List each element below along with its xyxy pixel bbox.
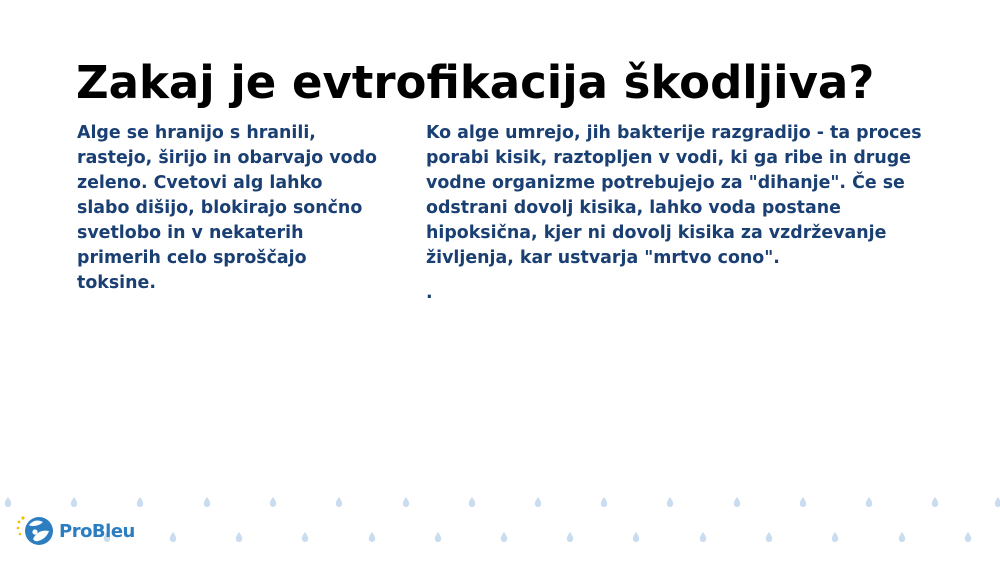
droplet-icon — [633, 532, 639, 542]
droplet-icon — [71, 497, 77, 507]
droplet-icon — [170, 532, 176, 542]
droplet-icon — [5, 497, 11, 507]
droplet-icon — [995, 497, 1000, 507]
droplet-icon — [535, 497, 541, 507]
droplet-icon — [435, 532, 441, 542]
droplet-icon — [800, 497, 806, 507]
droplet-icon — [932, 497, 938, 507]
droplet-icon — [369, 532, 375, 542]
right-text-column — [426, 121, 946, 306]
left-text-column — [77, 121, 377, 296]
droplet-icon — [601, 497, 607, 507]
logo-text: ProBleu — [59, 520, 135, 542]
droplet-icon — [965, 532, 971, 542]
probleu-logo — [15, 513, 135, 549]
right-paragraph: Ko alge umrejo, jih bakterije razgradijo - ta proces porabi kisik, raztopljen v vodi, ki ga ribe in druge vodne organizme potrebujejo za "dihanje". Če se odstrani dovolj kisika, lahko voda postane hipoksična, kjer ni dovolj kisika za vzdrževanje življenja, kar ustvarja "mrtvo cono". — [426, 123, 922, 268]
droplet-icon — [270, 497, 276, 507]
droplet-icon — [766, 532, 772, 542]
droplet-icon — [501, 532, 507, 542]
droplet-icon — [469, 497, 475, 507]
droplet-icon — [700, 532, 706, 542]
droplet-icon — [567, 532, 573, 542]
droplet-icon — [734, 497, 740, 507]
probleu-logo-icon — [15, 513, 55, 549]
slide-title: Zakaj je evtrofikacija škodljiva? — [76, 56, 875, 109]
droplet-icon — [866, 497, 872, 507]
droplet-icon — [137, 497, 143, 507]
trailing-period: . — [426, 283, 433, 303]
droplet-icon — [302, 532, 308, 542]
droplet-icon — [236, 532, 242, 542]
left-paragraph: Alge se hranijo s hranili, rastejo, širijo in obarvajo vodo zeleno. Cvetovi alg lahko slabo dišijo, blokirajo sončno svetlobo in v nekaterih primerih celo sproščajo toksine. — [77, 123, 377, 293]
droplet-icon — [899, 532, 905, 542]
droplet-icon — [336, 497, 342, 507]
droplet-icon — [832, 532, 838, 542]
droplet-icon — [204, 497, 210, 507]
droplet-icon — [667, 497, 673, 507]
droplet-pattern — [0, 488, 1000, 563]
droplet-icon — [403, 497, 409, 507]
